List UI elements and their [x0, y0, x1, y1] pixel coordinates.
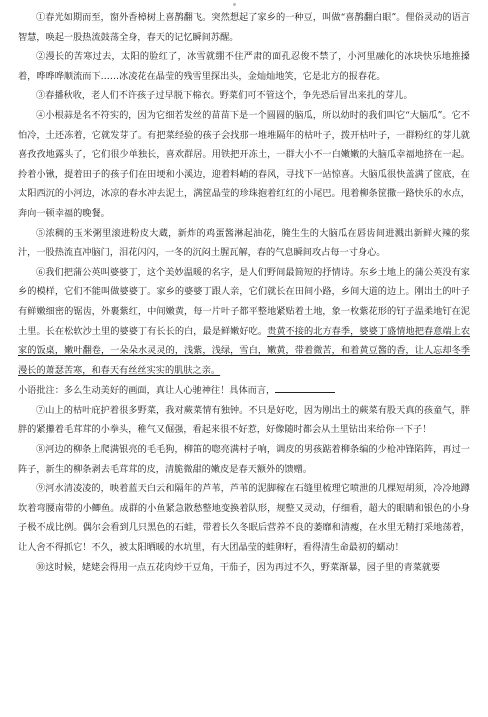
- paragraph-2: ②漫长的苦寒过去，太阳的脸红了，冰雪就绷不住严肃的面孔忍俊不禁了，小河里融化的冰块快乐地推搡着，哗哗哗顺流而下……冰凌花在晶莹的残雪里探出头，金灿灿地笑，它是北方的报春花。: [18, 51, 470, 82]
- paragraph-7: ⑦山上的枯叶庇护着很多野菜，我对蕨菜情有独钟。不只是好吃，因为刚出土的蕨菜有股天真的孩童气，胖胖的紧攥着毛茸茸的小拳头，稚气又倔强，看起来很不好惹，好像随时都会从土里钻出来给你一下子！: [18, 404, 470, 436]
- paragraph-9: ⑨河水清凌凌的，映着蓝天白云和隔年的芦苇，芦苇的泥脚稼在石缝里梳理它喷泄的几棵短胡须，冷冷地蹲坎着弯腰南带的小鲫鱼。成群的小鱼紧急散愁整地变换着队形，规整又灵动，仔细看，超大的眼睛和银色的小身子极不成比例。偶尔会看到几只黑色的石蛙，带着长久冬眠后营养不良的萎靡和清瘦，在水里无精打采地荡着，让人舍不得抓它！不久，被太阳晒暖的水坑里，有大团晶莹的蛙卵籽，看得清生命最初的蠕动！: [18, 483, 470, 554]
- annotation-question: [18, 381, 470, 401]
- paragraph-8: ⑧河边的柳条上爬满银亮的毛毛狗，柳笛的唿亮满村子响，调皮的男孩踮着柳条编的少枪冲锋陷阵，再过一阵子，新生的柳条剥去毛茸茸的皮，清脆微甜的嫩皮是春天额外的馈赠。: [18, 444, 470, 475]
- paragraph-1: ①春光如期而至，窗外香樟树上喜鹊翻飞。突然想起了家乡的一种豆，叫做“喜鹊翻白眼”。俚俗灵动的语言智慧，唤起一股热流鼓荡全身，春天的记忆瞬间苏醒。: [18, 12, 470, 43]
- answer-blank[interactable]: [275, 382, 335, 393]
- paragraph-6-underlined: 贵黄不接的北方春季，婆婆丁盛情地把春意端上农家的饭桌，嫩叶翻卷，一朵朵水灵灵的，浅紫，浅绿，雪白，嫩黄，带着微苦，和着黄豆酱的香，让人忘却冬季漫长的萧瑟苦寒，和春天有丝丝实实的肌肤之亲。: [18, 325, 471, 376]
- paragraph-5: ⑤浓稠的玉米粥里滚进粉皮大蔵，新炸的鸡蛋酱淋起油花，腌生生的大脑瓜在唇齿间进溅出新鲜火辣的浆汁，一股热流直冲脑门，泪花闪闪，一冬的沉闷土腥瓦解，春的气息瞬间攻占每一寸身心。: [18, 227, 470, 259]
- paragraph-3: ③春播秋收，老人们不许孩子过早脱下棉衣。野菜们可不管这个，争先恐后冒出来扎的芽儿。: [36, 90, 413, 102]
- top-marker: [233, 3, 236, 6]
- paragraph-6-text: ⑥我们把蒲公英叫婆婆丁，这个美妙温暖的名字，是人们野间最简短的抒情诗。东乡土地上的蒲公英没有家乡的模样，它们不能叫做婆婆丁。家乡的婆婆丁跟人亲，它们就长在田间小路，乡间大道的边上。刚出土的叶子有鲜嫩细密的锯齿，外裹紫红，中间嫩黄，每一片叶子都平整地紧贴着土地，象一枚紫花形的钉子温柔地钉在泥土里。长在松软沙土里的婆婆丁有长长的白，最是鲜嫩好吃。: [18, 266, 470, 337]
- paragraph-10: ⑩这时候，姥姥会得用一点五花肉炒干豆角，干茄子，因为再过不久，野菜渐暴，园子里的青菜就要: [36, 561, 441, 573]
- paragraph-4: ④小根蒜是名不符实的，因为它细若发丝的苗苗下是一个圆圆的脑瓜，所以幼时的我们叫它“大脑瓜”。它不怕冷，土还冻着，它就发芽了。有把菜经验的孩子会找那一堆堆隔年的枯叶子，拨开枯叶子，一群粉红的芽儿就喜孜孜地露头了，它们很少单独长，喜欢群居。用铁把开冻土，一群大小不一白嫩嫩的大脑瓜幸福地挤在一起。拎着小锹，提着田子的孩子们在田埂和小溪边，迎着料峭的春风，寻找下一站惊喜。大脑瓜很快盖满了筐底，在太阳西沉的小河边，冰凉的春水冲去泥土，满筐晶莹的珍珠抱着红红的小尾巴。甩着柳条筐撒一路快乐的水点，奔向一顿幸福的晚餐。: [18, 109, 470, 219]
- annotation-label: 小语批注：多么生动美好的画面，真让人心驰神往！具体而言，: [18, 385, 276, 397]
- paragraph-6: [18, 263, 470, 381]
